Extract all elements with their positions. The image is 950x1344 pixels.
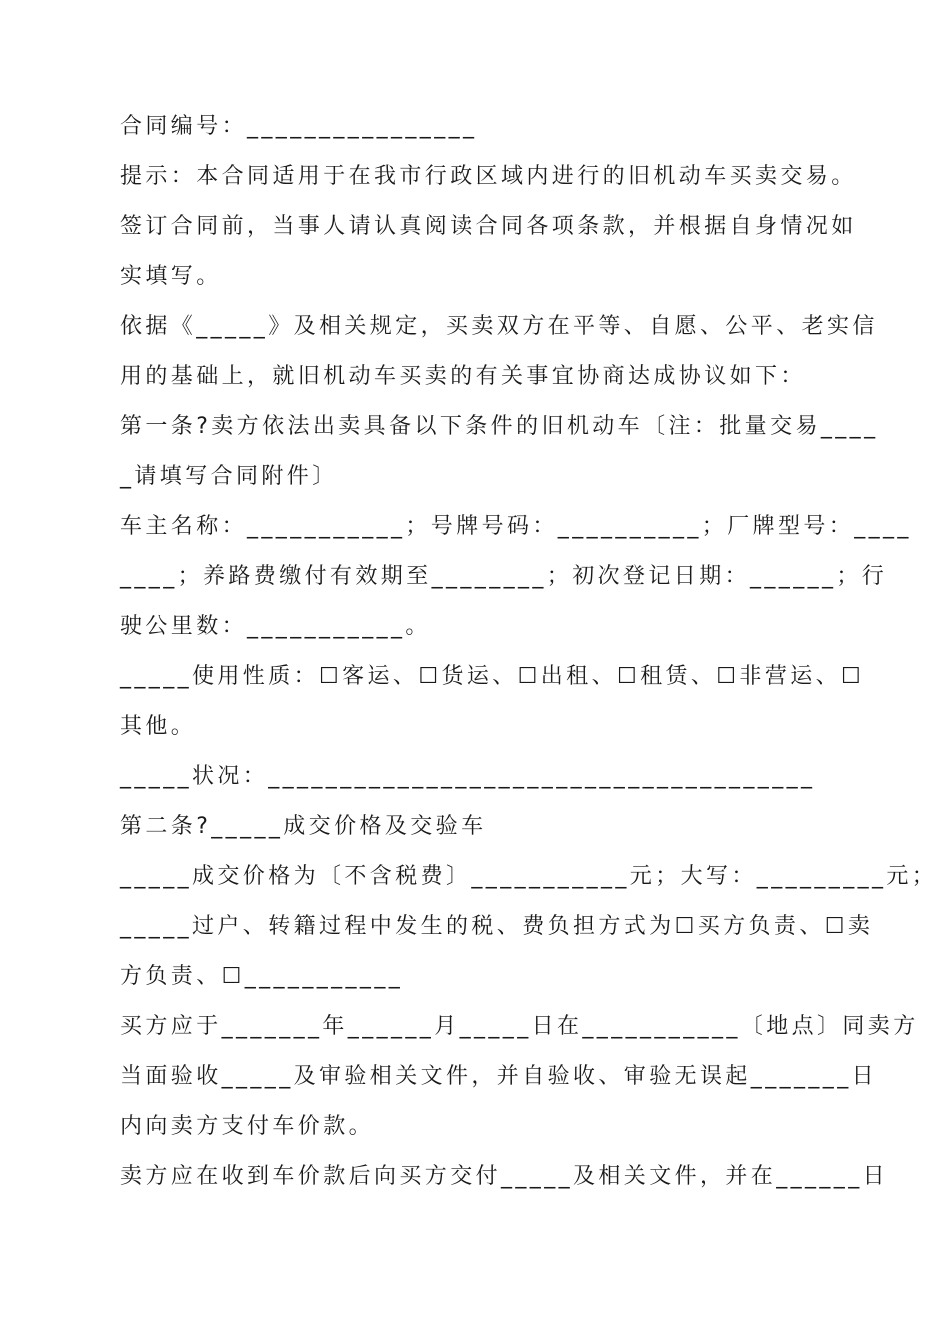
contract-number-line: 合同编号：________________ — [120, 114, 478, 139]
notice-line-3: 实填写。 — [120, 264, 222, 289]
delivery-line: 卖方应在收到车价款后向买方交付_____及相关文件，并在______日 — [120, 1164, 889, 1189]
article-1-heading: 第一条?卖方依法出卖具备以下条件的旧机动车〔注：批量交易____ — [120, 414, 879, 439]
condition-line: _____状况：______________________________________ — [120, 764, 816, 789]
preamble-line-1: 依据《_____》及相关规定，买卖双方在平等、自愿、公平、老实信 — [120, 314, 878, 339]
tax-fee-line-2: 方负责、☐___________ — [120, 964, 404, 989]
price-line: _____成交价格为〔不含税费〕___________元；大写：_________元； — [120, 864, 938, 889]
inspection-line-3: 内向卖方支付车价款。 — [120, 1114, 375, 1139]
article-1-heading-cont: _请填写合同附件〕 — [120, 464, 338, 489]
vehicle-info-line-1: 车主名称：___________；号牌号码：__________；厂牌型号：____ — [120, 514, 912, 539]
inspection-line-1: 买方应于_______年______月_____日在___________〔地点〕同卖方 — [120, 1014, 919, 1039]
notice-line-1: 提示：本合同适用于在我市行政区域内进行的旧机动车买卖交易。 — [120, 164, 857, 189]
tax-fee-line-1: _____过户、转籍过程中发生的税、费负担方式为☐买方负责、☐卖 — [120, 914, 874, 939]
inspection-line-2: 当面验收_____及审验相关文件，并自验收、审验无误起_______日 — [120, 1064, 878, 1089]
preamble-line-2: 用的基础上，就旧机动车买卖的有关事宜协商达成协议如下： — [120, 364, 806, 389]
usage-nature-line-1: _____使用性质：☐客运、☐货运、☐出租、☐租赁、☐非营运、☐ — [120, 664, 865, 689]
vehicle-info-line-3: 驶公里数：___________。 — [120, 614, 431, 639]
notice-line-2: 签订合同前，当事人请认真阅读合同各项条款，并根据自身情况如 — [120, 214, 857, 239]
vehicle-info-line-2: ____；养路费缴付有效期至________；初次登记日期：______；行 — [120, 564, 888, 589]
article-2-heading: 第二条?_____成交价格及交验车 — [120, 814, 487, 839]
usage-nature-line-2: 其他。 — [120, 714, 197, 739]
